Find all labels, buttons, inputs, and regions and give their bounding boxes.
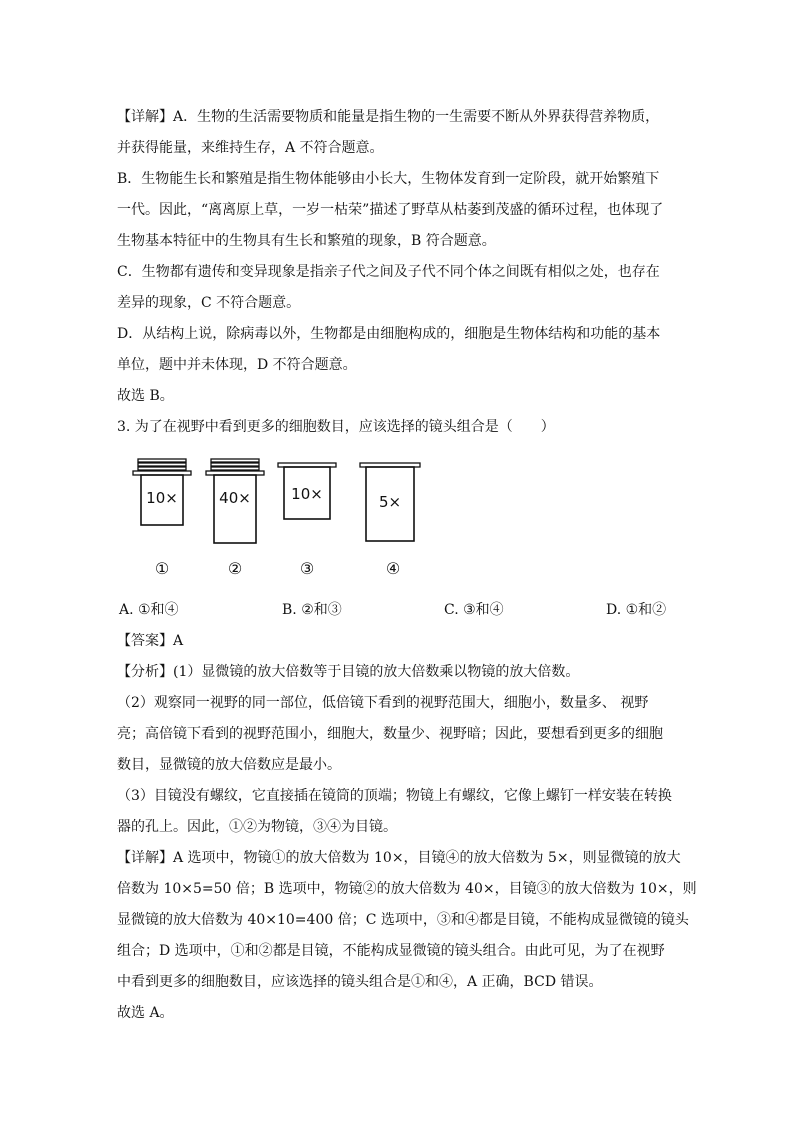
text-line: 中看到更多的细胞数目，应该选择的镜头组合是①和④，A 正确，BCD 错误。 (117, 974, 603, 990)
lens-label: 5× (378, 493, 402, 511)
text-line: 【分析】(1）显微镜的放大倍数等于目镜的放大倍数乘以物镜的放大倍数。 (117, 664, 580, 680)
text-line: C．生物都有遗传和变异现象是指亲子代之间及子代不同个体之间既有相似之处，也存在 (117, 264, 660, 280)
option-a: A. ①和④ (119, 602, 179, 618)
text-line: 【详解】A 选项中，物镜①的放大倍数为 10×，目镜④的放大倍数为 5×，则显微镜的放大 (117, 850, 681, 866)
option-b: B. ②和③ (282, 602, 342, 618)
text-line: D．从结构上说，除病毒以外，生物都是由细胞构成的，细胞是生物体结构和功能的基本 (117, 326, 661, 342)
text-line: 故选 A。 (117, 1005, 174, 1021)
lens-number: ④ (385, 559, 401, 578)
text-line: 器的孔上。因此，①②为物镜，③④为目镜。 (117, 819, 397, 835)
text-line: B．生物能生长和繁殖是指生物体能够由小长大，生物体发育到一定阶段，就开始繁殖下 (117, 171, 660, 187)
text-line: 并获得能量，来维持生存，A 不符合题意。 (117, 140, 384, 156)
text-line: 故选 B。 (117, 388, 174, 404)
text-line: 数目，显微镜的放大倍数应是最小。 (117, 757, 341, 773)
lens-number: ② (227, 559, 243, 578)
option-c: C. ③和④ (444, 602, 504, 618)
detail-section-1 (117, 102, 677, 412)
lens-diagram (117, 449, 677, 589)
text-line: （2）观察同一视野的同一部位，低倍镜下看到的视野范围大，细胞小，数量多、 视野 (117, 695, 649, 711)
answer-options (117, 595, 677, 626)
text-line: 显微镜的放大倍数为 40×10=400 倍；C 选项中，③和④都是目镜，不能构成显微镜的镜头 (117, 912, 689, 928)
eyepiece-lens-4 (359, 463, 421, 543)
lens-label: 40× (219, 489, 251, 507)
text-line: 单位，题中并未体现，D 不符合题意。 (117, 357, 357, 373)
document-page (117, 102, 697, 1029)
text-line: 倍数为 10×5=50 倍；B 选项中，物镜②的放大倍数为 40×，目镜③的放大倍数为 10×，则 (117, 881, 697, 897)
lens-number: ③ (299, 559, 315, 578)
lens-label: 10× (146, 489, 178, 507)
question-text: 3. 为了在视野中看到更多的细胞数目，应该选择的镜头组合是（ ） (117, 419, 555, 435)
eyepiece-lens-3 (277, 463, 337, 521)
objective-lens-1 (132, 459, 192, 529)
text-line: 亮；高倍镜下看到的视野范围小，细胞大，数量少、视野暗；因此，要想看到更多的细胞 (117, 726, 663, 742)
text-line: 【详解】A．生物的生活需要物质和能量是指生物的一生需要不断从外界获得营养物质， (117, 109, 660, 125)
answer-line: 【答案】A (117, 633, 184, 649)
lens-label: 10× (291, 485, 323, 503)
text-line: 一代。因此，“离离原上草，一岁一枯荣”描述了野草从枯萎到茂盛的循环过程，也体现了 (117, 202, 664, 218)
text-line: 组合；D 选项中，①和②都是目镜，不能构成显微镜的镜头组合。由此可见，为了在视野 (117, 943, 665, 959)
option-d: D. ①和② (606, 602, 667, 618)
analysis-section (117, 657, 677, 843)
text-line: 差异的现象，C 不符合题意。 (117, 295, 301, 311)
detail-section-2 (117, 843, 697, 1029)
text-line: 生物基本特征中的生物具有生长和繁殖的现象，B 符合题意。 (117, 233, 496, 249)
text-line: （3）目镜没有螺纹，它直接插在镜筒的顶端；物镜上有螺纹，它像上螺钉一样安装在转换 (117, 788, 672, 804)
objective-lens-2 (205, 459, 265, 543)
lens-number: ① (154, 559, 170, 578)
